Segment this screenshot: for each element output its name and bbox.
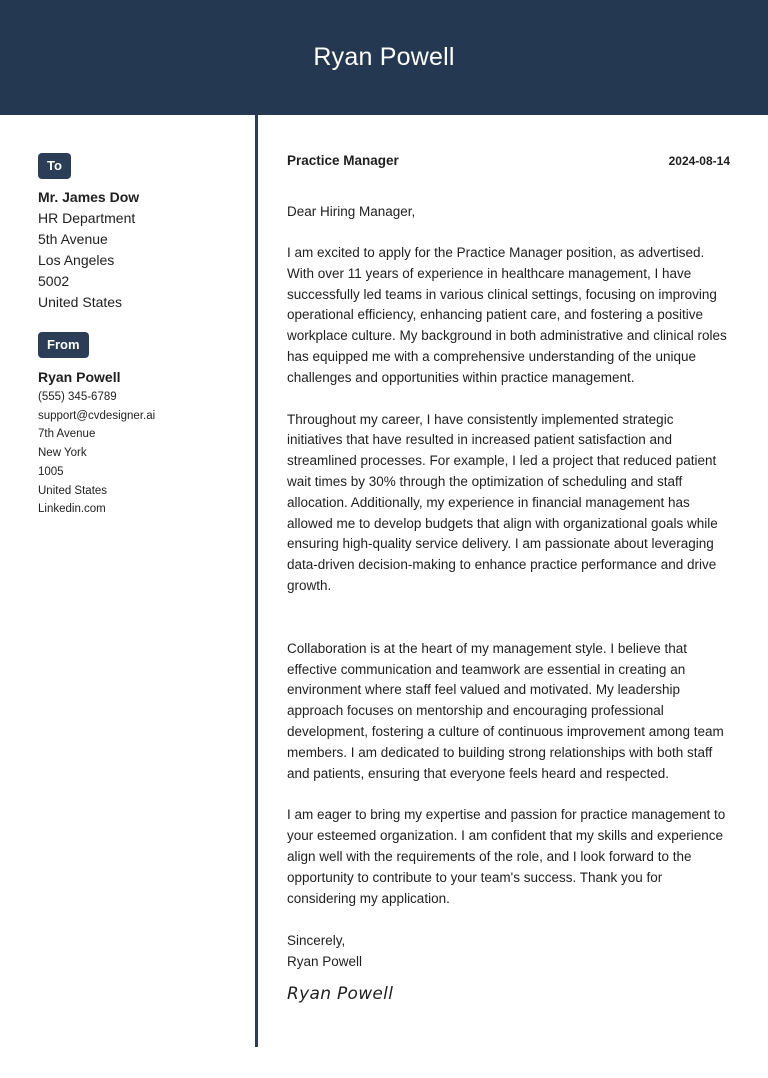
sender-phone: (555) 345-6789 [38,391,117,403]
to-badge: To [38,153,71,179]
paragraph-2: Throughout my career, I have consistently implemented strategic initiatives that have resulted in increased patient satisfaction and streamlined processes. For example, I led a project that reduced patient wait times by 30% through the optimization of scheduling and staff allocation. Additionally, my experience in financial management has allowed me to develop budgets that align with organizational goals while ensuring high-quality service delivery. I am passionate about leveraging data-driven decision-making to enhance practice performance and drive growth. [287,411,718,593]
page-header [0,0,768,115]
from-badge: From [38,332,89,358]
salutation: Dear Hiring Manager, [287,204,416,219]
sender-city: New York [38,447,87,460]
letter-body [287,153,730,1004]
recipient-country: United States [38,294,123,310]
position-title: Practice Manager [287,153,399,168]
recipient-block [38,187,238,313]
sender-website: Linkedin.com [38,503,106,516]
paragraph-4: I am eager to bring my expertise and passion for practice management to your esteemed organization. I am confident that my skills and experience align well with the requirements of the role, and I look forward to the opportunity to contribute to your team's success. Thank you for considering my application. [287,807,726,906]
closing-phrase: Sincerely, [287,933,346,949]
sender-zip: 1005 [38,465,64,478]
recipient-department: HR Department [38,210,136,226]
paragraph-1: I am excited to apply for the Practice Manager position, as advertised. With over 11 years of experience in healthcare management, I have successfully led teams in various clinical settings, focusing on improving operational efficiency, enhancing patient care, and fostering a positive workplace culture. My background in both administrative and clinical roles has equipped me with a comprehensive understanding of the unique challenges and opportunities within practice management. [287,245,727,385]
letter-date: 2024-08-14 [668,154,730,168]
sender-street: 7th Avenue [38,428,96,441]
signature: Ryan Powell [287,984,394,1005]
applicant-name-heading: Ryan Powell [313,43,455,71]
letter-title-row [287,153,730,168]
recipient-city: Los Angeles [38,252,115,268]
recipient-street: 5th Avenue [38,231,108,247]
sender-block [38,367,238,519]
sender-name: Ryan Powell [38,369,121,385]
closing-block [287,930,730,972]
sender-email: support@cvdesigner.ai [38,409,156,422]
recipient-zip: 5002 [38,273,70,289]
sender-country: United States [38,484,108,497]
paragraph-3: Collaboration is at the heart of my management style. I believe that effective communication and teamwork are essential in creating an environment where staff feel valued and motivated. My leadership approach focuses on mentorship and encouraging professional development, fostering a culture of continuous improvement among team members. I am dedicated to building strong relationships with both staff and patients, ensuring that everyone feels heard and respected. [287,640,724,781]
closing-name: Ryan Powell [287,954,363,970]
recipient-name: Mr. James Dow [38,189,140,205]
column-divider [255,115,258,1047]
contact-sidebar [38,153,238,519]
